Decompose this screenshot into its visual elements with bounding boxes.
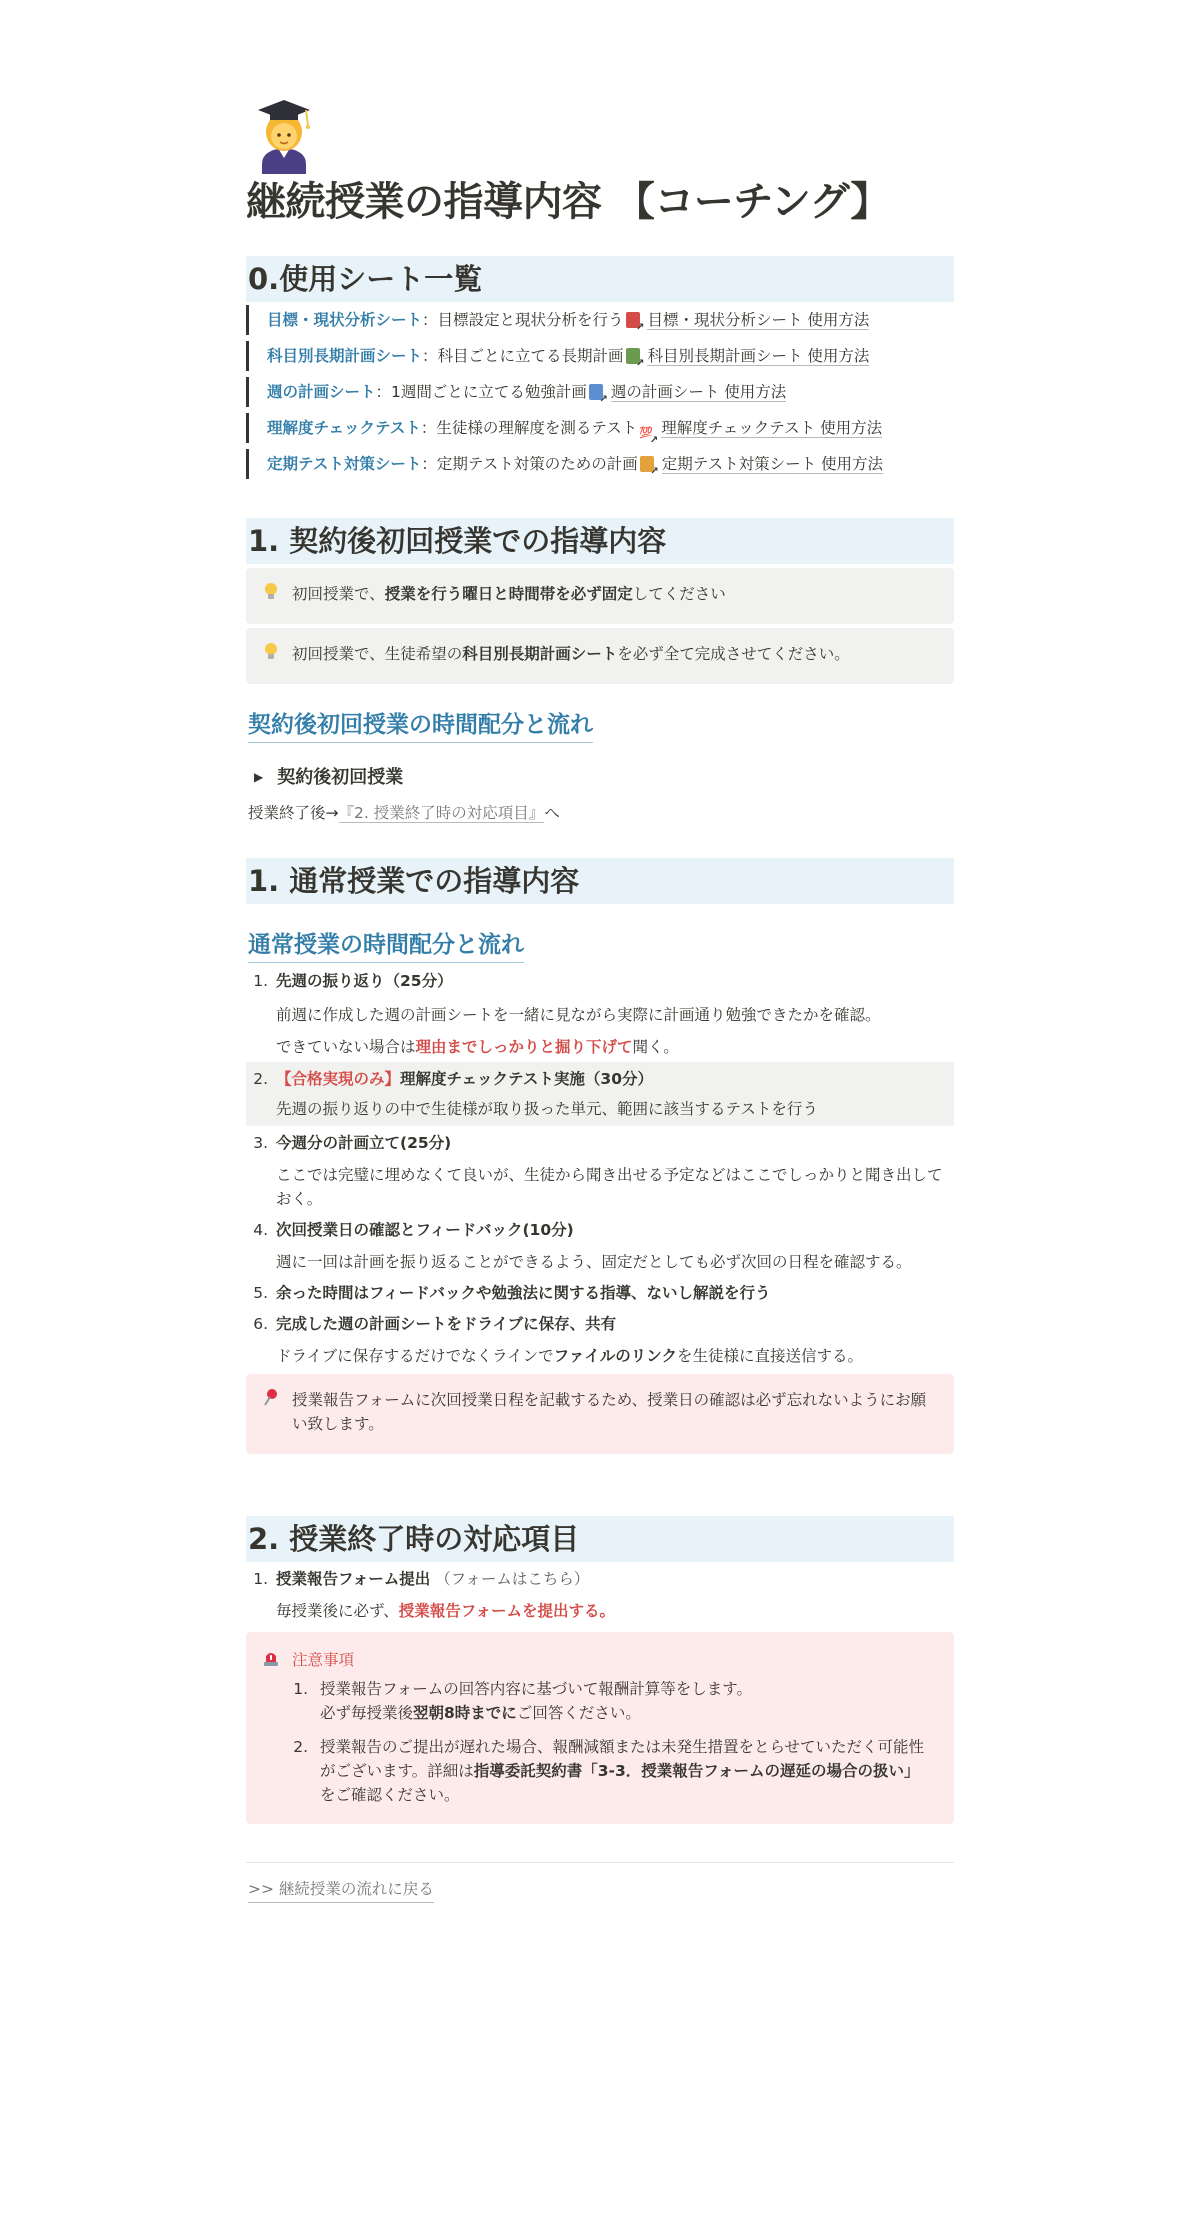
back-link[interactable]: >> 継続授業の流れに戻る: [248, 1876, 434, 1903]
list-number: 6.: [253, 1315, 268, 1333]
sheet-desc: ：科目ごとに立てる長期計画: [422, 347, 624, 365]
list-title: 理解度チェックテスト実施（30分）: [400, 1070, 654, 1088]
desc-text: 毎授業後に必ず、: [276, 1602, 399, 1620]
list-number: 3.: [253, 1134, 268, 1152]
callout-bold-text: 授業を行う曜日と時間帯を必ず固定: [384, 585, 633, 603]
after-text: へ: [544, 804, 560, 822]
lightbulb-icon: [260, 582, 282, 606]
sheet-desc: ：生徒様の理解度を測るテスト: [420, 419, 638, 437]
book-link-icon: [626, 348, 640, 364]
lightbulb-icon: [260, 642, 282, 666]
note-text: 必ず毎授業後: [320, 1704, 414, 1722]
list-number: 4.: [253, 1221, 268, 1239]
usage-link[interactable]: 定期テスト対策シート 使用方法: [661, 455, 884, 473]
student-graduate-icon: [248, 94, 320, 174]
desc-bold-text: ファイルのリンク: [553, 1347, 677, 1365]
list-number: 1.: [293, 1680, 308, 1698]
item-4-desc: 週に一回は計画を振り返ることができるよう、固定だとしても必ず次回の日程を確認する。: [276, 1253, 912, 1271]
callout-text: 初回授業で、: [292, 585, 385, 603]
item-1-desc-b: [276, 1035, 948, 1059]
desc-red-text: 授業報告フォームを提出する。: [398, 1602, 615, 1620]
sheet-name[interactable]: 定期テスト対策シート: [267, 455, 422, 473]
list-title: 授業報告フォーム提出: [276, 1570, 431, 1588]
list-title: 次回授業日の確認とフィードバック(10分): [276, 1221, 574, 1239]
book-link-icon: [640, 456, 654, 472]
list-number: 2.: [253, 1070, 268, 1088]
pass-only-tag: 【合格実現のみ】: [276, 1070, 401, 1088]
sheet-desc: ：1週間ごとに立てる勉強計画: [375, 383, 587, 401]
after-lesson-line: [248, 800, 560, 826]
callout-report-note: [246, 1374, 954, 1454]
list-title: 先週の振り返り（25分）: [276, 972, 453, 990]
form-link[interactable]: （フォームはこちら）: [435, 1570, 590, 1588]
item-3-desc: ここでは完璧に埋めなくて良いが、生徒から聞き出せる予定などはここでしっかりと聞き出しておく。: [276, 1166, 943, 1208]
toggle-label: 契約後初回授業: [277, 767, 404, 788]
sheet-name[interactable]: 科目別長期計画シート: [267, 347, 423, 365]
book-link-icon: [589, 384, 603, 400]
page-title: 継続授業の指導内容 【コーチング】: [246, 179, 890, 225]
sheet-name[interactable]: 理解度チェックテスト: [267, 419, 421, 437]
note-text: 授業報告のご提出が遅れた場合、報酬減額または未発生措置をとらせていただく可能性がございます。詳細は: [320, 1738, 925, 1780]
siren-icon: [260, 1648, 282, 1672]
note-text: 授業報告フォームの回答内容に基づいて報酬計算等をします。: [320, 1680, 752, 1698]
hundred-points-link-icon: 💯 ↗: [639, 425, 653, 441]
note-text: をご確認ください。: [320, 1786, 460, 1804]
regular-lesson-flow-link[interactable]: 通常授業の時間配分と流れ: [248, 928, 524, 963]
pushpin-icon: [260, 1388, 282, 1412]
list-number: 5.: [253, 1284, 268, 1302]
sheet-row-check-test: [246, 413, 954, 443]
desc-red-text: 理由までしっかりと掘り下げて: [415, 1038, 633, 1056]
toggle-first-lesson[interactable]: [248, 762, 403, 793]
sheet-row-weekly: [246, 377, 954, 407]
usage-link[interactable]: 理解度チェックテスト 使用方法: [661, 419, 883, 437]
list-title: 余った時間はフィードバックや勉強法に関する指導、ないし解説を行う: [276, 1284, 771, 1302]
sheet-name[interactable]: 週の計画シート: [267, 383, 376, 401]
callout-longterm-plan: [246, 628, 954, 684]
desc-text: ドライブに保存するだけでなくラインで: [276, 1347, 554, 1365]
toggle-triangle-icon[interactable]: ▶: [254, 770, 264, 784]
book-link-icon: [626, 312, 640, 328]
report-desc: [276, 1599, 948, 1623]
usage-link[interactable]: 目標・現状分析シート 使用方法: [647, 311, 870, 329]
divider: [246, 1862, 954, 1863]
sheet-name[interactable]: 目標・現状分析シート: [267, 311, 423, 329]
section-0-heading: 0.使用シート一覧: [246, 256, 954, 302]
list-title: 完成した週の計画シートをドライブに保存、共有: [276, 1315, 617, 1333]
desc-text: を生徒様に直接送信する。: [677, 1347, 864, 1365]
callout-text: 授業報告フォームに次回授業日程を記載するため、授業日の確認は必ず忘れないようにお願い致します。: [292, 1391, 927, 1433]
section-2-heading: 2. 授業終了時の対応項目: [246, 1516, 954, 1562]
item-2-desc: 先週の振り返りの中で生徒様が取り扱った単元、範囲に該当するテストを行う: [276, 1100, 818, 1118]
after-text: 授業終了後→: [248, 804, 339, 822]
callout-text: を必ず全て完成させてください。: [617, 645, 850, 663]
note-bold-text: 指導委託契約書「3-3．授業報告フォームの遅延の場合の扱い」: [473, 1762, 920, 1780]
usage-link[interactable]: 週の計画シート 使用方法: [610, 383, 787, 401]
section-1b-heading: 1. 通常授業での指導内容: [246, 858, 954, 904]
desc-text: 聞く。: [632, 1038, 679, 1056]
usage-link[interactable]: 科目別長期計画シート 使用方法: [647, 347, 870, 365]
list-title: 今週分の計画立て(25分): [276, 1134, 452, 1152]
list-number: 1.: [253, 972, 268, 990]
desc-text: できていない場合は: [276, 1038, 416, 1056]
callout-fix-schedule: [246, 568, 954, 624]
note-text: ご回答ください。: [516, 1704, 641, 1722]
sheet-row-goal: [246, 305, 954, 335]
sheet-row-longterm: [246, 341, 954, 371]
item-6-desc: [276, 1344, 948, 1368]
section-1a-heading: 1. 契約後初回授業での指導内容: [246, 518, 954, 564]
callout-bold-text: 科目別長期計画シート: [462, 645, 618, 663]
list-number: 2.: [293, 1738, 308, 1756]
item-1-desc-a: 前週に作成した週の計画シートを一緒に見ながら実際に計画通り勉強できたかを確認。: [276, 1006, 881, 1024]
callout-title: 注意事項: [292, 1651, 355, 1669]
callout-text: してください: [632, 585, 726, 603]
callout-text: 初回授業で、生徒希望の: [292, 645, 463, 663]
first-lesson-flow-link[interactable]: 契約後初回授業の時間配分と流れ: [248, 708, 593, 743]
note-bold-text: 翌朝8時までに: [413, 1704, 517, 1722]
list-number: 1.: [253, 1570, 268, 1588]
sheet-desc: ：目標設定と現状分析を行う: [422, 311, 624, 329]
section-2-link[interactable]: 『2. 授業終了時の対応項目』: [338, 804, 545, 822]
sheet-row-exam: [246, 449, 954, 479]
sheet-desc: ：定期テスト対策のための計画: [421, 455, 638, 473]
